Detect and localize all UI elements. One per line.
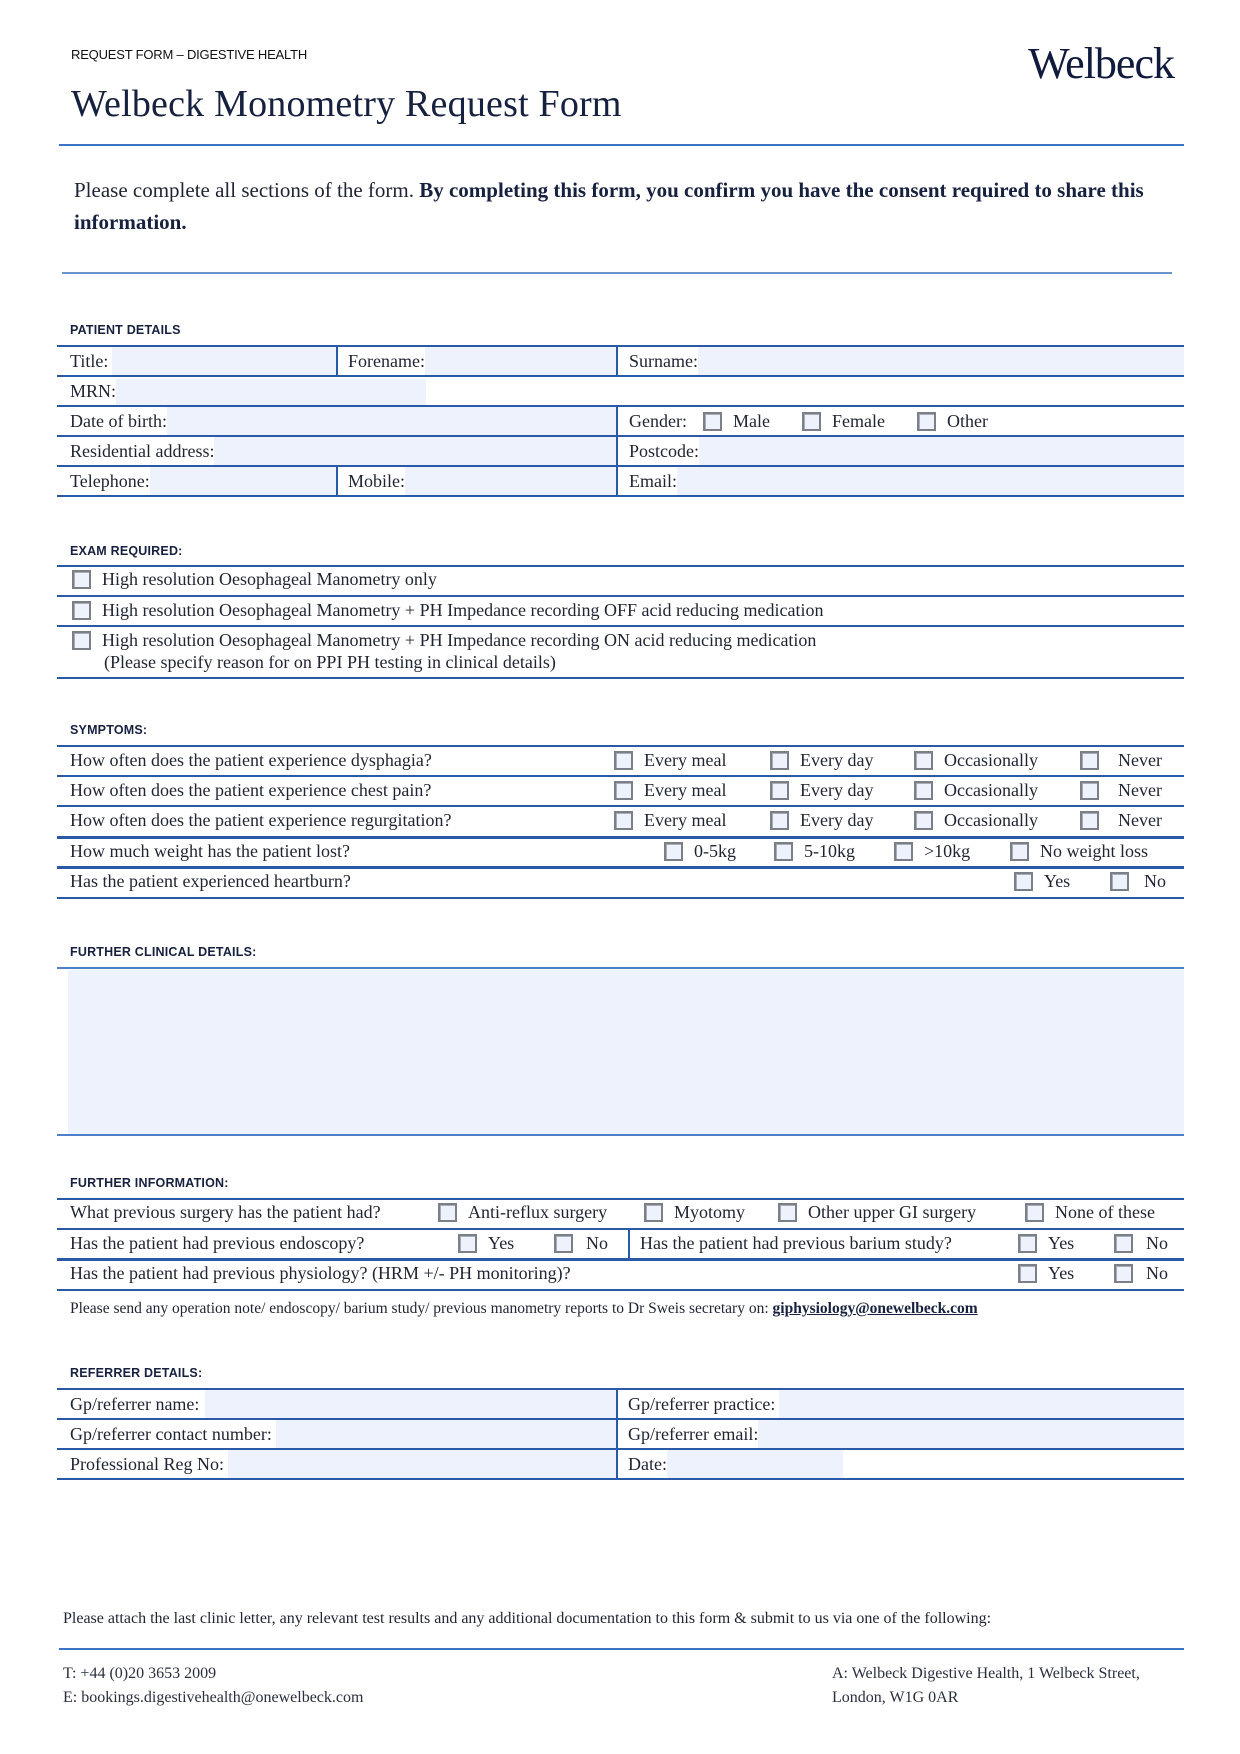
referrer-heading: REFERRER DETAILS: xyxy=(70,1366,203,1380)
exam-option-2-checkbox[interactable] xyxy=(72,601,91,620)
date-label: Date: xyxy=(628,1453,667,1474)
checkbox[interactable] xyxy=(664,842,683,861)
symptoms-divider-3 xyxy=(57,836,1184,839)
referrer-contact-label: Gp/referrer contact number: xyxy=(70,1423,272,1444)
surgery-myotomy[interactable]: Myotomy xyxy=(644,1202,778,1223)
gender-other-option[interactable]: Other xyxy=(917,411,988,432)
reg-no-label: Professional Reg No: xyxy=(70,1453,224,1474)
dysphagia-every-meal[interactable]: Every meal xyxy=(614,750,770,771)
barium-options xyxy=(1018,1233,1168,1258)
weight-question: How much weight has the patient lost? xyxy=(70,841,350,861)
footer-contact xyxy=(63,1662,363,1710)
postcode-field[interactable] xyxy=(699,437,1184,465)
checkbox[interactable] xyxy=(1080,811,1099,830)
date-field[interactable] xyxy=(667,1450,843,1478)
reports-note: Please send any operation note/ endoscopy/ barium study/ previous manometry reports to Dr Sweis secretary on: giphysiology@onewelbeck.com xyxy=(70,1300,978,1317)
further-info-heading: FURTHER INFORMATION: xyxy=(70,1176,229,1190)
endoscopy-yes[interactable]: Yes xyxy=(458,1233,554,1254)
checkbox[interactable] xyxy=(458,1234,477,1253)
intro-divider xyxy=(62,272,1172,274)
symptoms-divider-bottom xyxy=(57,897,1184,899)
checkbox[interactable] xyxy=(1010,842,1029,861)
mobile-label: Mobile: xyxy=(348,470,405,491)
checkbox[interactable] xyxy=(614,751,633,770)
barium-yes[interactable]: Yes xyxy=(1018,1233,1114,1254)
referrer-name-label: Gp/referrer name: xyxy=(70,1393,200,1414)
dob-label: Date of birth: xyxy=(70,410,167,431)
email-label: Email: xyxy=(629,470,677,491)
symptoms-divider-top xyxy=(57,745,1184,747)
checkbox[interactable] xyxy=(644,1203,663,1222)
mrn-field[interactable] xyxy=(116,379,426,405)
heartburn-question: Has the patient experienced heartburn? xyxy=(70,871,351,891)
postcode-label: Postcode: xyxy=(629,440,699,461)
telephone-field[interactable] xyxy=(150,467,336,495)
footer-phone: T: +44 (0)20 3653 2009 xyxy=(63,1665,217,1682)
regurgitation-every-day[interactable]: Every day xyxy=(770,810,914,831)
heartburn-yes[interactable]: Yes xyxy=(1014,871,1110,892)
referrer-practice-label: Gp/referrer practice: xyxy=(628,1393,776,1414)
surgery-none[interactable]: None of these xyxy=(1025,1202,1155,1223)
intro-text xyxy=(74,174,1174,238)
gender-male-option[interactable]: Male xyxy=(703,411,770,432)
address-label: Residential address: xyxy=(70,440,215,461)
endoscopy-options xyxy=(458,1233,608,1258)
further-info-divider-top xyxy=(57,1198,1184,1200)
title-label: Title: xyxy=(70,350,109,371)
checkbox[interactable] xyxy=(438,1203,457,1222)
forename-field[interactable] xyxy=(425,347,616,375)
gender-female-option[interactable]: Female xyxy=(802,411,885,432)
dysphagia-question: How often does the patient experience dysphagia? xyxy=(70,750,432,770)
checkbox[interactable] xyxy=(1014,872,1033,891)
endoscopy-no[interactable]: No xyxy=(554,1233,608,1254)
footer-divider xyxy=(59,1648,1184,1650)
checkbox[interactable] xyxy=(614,781,633,800)
referrer-name-field[interactable] xyxy=(205,1390,616,1418)
weight-0-5kg[interactable]: 0-5kg xyxy=(664,841,774,862)
chest-pain-options xyxy=(614,780,1162,805)
checkbox[interactable] xyxy=(770,751,789,770)
gender-male-checkbox[interactable] xyxy=(703,412,722,431)
checkbox[interactable] xyxy=(554,1234,573,1253)
checkbox[interactable] xyxy=(894,842,913,861)
reg-no-field[interactable] xyxy=(228,1450,616,1478)
footer-email[interactable]: E: bookings.digestivehealth@onewelbeck.com xyxy=(63,1689,364,1706)
exam-divider-bottom xyxy=(57,677,1184,679)
regurgitation-every-meal[interactable]: Every meal xyxy=(614,810,770,831)
physiology-no[interactable]: No xyxy=(1114,1263,1168,1284)
surname-label: Surname: xyxy=(629,350,698,371)
dysphagia-occasionally[interactable]: Occasionally xyxy=(914,750,1080,771)
checkbox[interactable] xyxy=(1110,872,1129,891)
checkbox[interactable] xyxy=(778,1203,797,1222)
forename-label: Forename: xyxy=(348,350,425,371)
chest-pain-never[interactable]: Never xyxy=(1080,780,1162,801)
intro-plain: Please complete all sections of the form. xyxy=(74,178,420,202)
exam-option-1[interactable]: High resolution Oesophageal Manometry only xyxy=(72,569,437,594)
welbeck-logo: Welbeck xyxy=(1028,39,1174,88)
exam-option-1-checkbox[interactable] xyxy=(72,570,91,589)
exam-option-3-checkbox[interactable] xyxy=(72,631,91,650)
telephone-label: Telephone: xyxy=(70,470,150,491)
checkbox[interactable] xyxy=(774,842,793,861)
clinical-divider-bottom xyxy=(57,1134,1184,1136)
checkbox[interactable] xyxy=(1114,1234,1133,1253)
symptoms-divider-2 xyxy=(57,805,1184,807)
checkbox[interactable] xyxy=(1025,1203,1044,1222)
barium-no[interactable]: No xyxy=(1114,1233,1168,1254)
weight-over-10kg[interactable]: >10kg xyxy=(894,841,1010,862)
checkbox[interactable] xyxy=(914,781,933,800)
gender-female-checkbox[interactable] xyxy=(802,412,821,431)
clinical-divider-top xyxy=(57,967,1184,969)
regurgitation-occasionally[interactable]: Occasionally xyxy=(914,810,1080,831)
physiology-yes[interactable]: Yes xyxy=(1018,1263,1114,1284)
address-field[interactable] xyxy=(214,437,616,465)
surgery-anti-reflux[interactable]: Anti-reflux surgery xyxy=(438,1202,644,1223)
gender-label: Gender: xyxy=(629,410,687,431)
patient-details-table xyxy=(57,345,1184,497)
checkbox[interactable] xyxy=(1080,751,1099,770)
chest-pain-every-meal[interactable]: Every meal xyxy=(614,780,770,801)
checkbox[interactable] xyxy=(914,751,933,770)
referrer-email-field[interactable] xyxy=(758,1420,1184,1448)
dysphagia-options xyxy=(614,750,1162,775)
exam-required-heading: EXAM REQUIRED: xyxy=(70,544,183,558)
footer-address: A: Welbeck Digestive Health, 1 Welbeck Street, London, W1G 0AR xyxy=(832,1665,1140,1706)
exam-divider-1 xyxy=(57,595,1184,597)
checkbox[interactable] xyxy=(914,811,933,830)
regurgitation-options xyxy=(614,810,1162,835)
symptoms-divider-1 xyxy=(57,775,1184,777)
referrer-practice-field[interactable] xyxy=(779,1390,1184,1418)
checkbox[interactable] xyxy=(1080,781,1099,800)
symptoms-divider-4 xyxy=(57,866,1184,869)
exam-divider-2 xyxy=(57,625,1184,627)
weight-options xyxy=(664,841,1148,866)
weight-5-10kg[interactable]: 5-10kg xyxy=(774,841,894,862)
checkbox[interactable] xyxy=(1018,1264,1037,1283)
surgery-question: What previous surgery has the patient had? xyxy=(70,1202,381,1222)
form-kicker: REQUEST FORM – DIGESTIVE HEALTH xyxy=(71,47,308,62)
title-field[interactable] xyxy=(112,347,336,375)
further-info-vdivider xyxy=(628,1229,630,1258)
exam-divider-top xyxy=(57,565,1184,567)
patient-details-heading: PATIENT DETAILS xyxy=(70,323,181,337)
surgery-options xyxy=(438,1202,1155,1227)
exam-option-3[interactable]: High resolution Oesophageal Manometry + PH Impedance recording ON acid reducing medication xyxy=(72,630,816,655)
referrer-table xyxy=(57,1388,1184,1480)
exam-option-3-note: (Please specify reason for on PPI PH testing in clinical details) xyxy=(104,652,556,672)
page-title: Welbeck Monometry Request Form xyxy=(71,83,622,125)
barium-question: Has the patient had previous barium study? xyxy=(640,1233,952,1253)
footer-instruction: Please attach the last clinic letter, any relevant test results and any additional documentation to this form & submit to us via one of the following: xyxy=(63,1610,992,1627)
endoscopy-question: Has the patient had previous endoscopy? xyxy=(70,1233,365,1253)
clinical-details-textarea[interactable] xyxy=(68,970,1184,1134)
further-info-divider-bottom xyxy=(57,1289,1184,1291)
mrn-label: MRN: xyxy=(70,380,117,401)
chest-pain-occasionally[interactable]: Occasionally xyxy=(914,780,1080,801)
heartburn-no[interactable]: No xyxy=(1110,871,1166,892)
clinical-details-heading: FURTHER CLINICAL DETAILS: xyxy=(70,945,257,959)
symptoms-heading: SYMPTOMS: xyxy=(70,723,148,737)
referrer-email-label: Gp/referrer email: xyxy=(628,1423,759,1444)
exam-option-2[interactable]: High resolution Oesophageal Manometry + PH Impedance recording OFF acid reducing medication xyxy=(72,600,823,625)
referrer-contact-field[interactable] xyxy=(276,1420,616,1448)
physiology-question: Has the patient had previous physiology? (HRM +/- PH monitoring)? xyxy=(70,1263,571,1283)
mobile-field[interactable] xyxy=(405,467,616,495)
physiology-options xyxy=(1018,1263,1168,1288)
dob-field[interactable] xyxy=(167,407,616,435)
chest-pain-question: How often does the patient experience chest pain? xyxy=(70,780,432,800)
further-info-divider-2 xyxy=(57,1258,1184,1261)
checkbox[interactable] xyxy=(770,811,789,830)
checkbox[interactable] xyxy=(1018,1234,1037,1253)
dysphagia-never[interactable]: Never xyxy=(1080,750,1162,771)
checkbox[interactable] xyxy=(770,781,789,800)
secretary-email-link[interactable]: giphysiology@onewelbeck.com xyxy=(772,1300,978,1317)
checkbox[interactable] xyxy=(614,811,633,830)
surgery-other-upper-gi[interactable]: Other upper GI surgery xyxy=(778,1202,1025,1223)
email-field[interactable] xyxy=(677,467,1184,495)
weight-no-loss[interactable]: No weight loss xyxy=(1010,841,1148,862)
dysphagia-every-day[interactable]: Every day xyxy=(770,750,914,771)
checkbox[interactable] xyxy=(1114,1264,1133,1283)
regurgitation-never[interactable]: Never xyxy=(1080,810,1162,831)
further-info-divider-1 xyxy=(57,1228,1184,1230)
surname-field[interactable] xyxy=(698,347,1184,375)
header-divider xyxy=(59,144,1184,146)
heartburn-options xyxy=(1014,871,1166,896)
chest-pain-every-day[interactable]: Every day xyxy=(770,780,914,801)
intro-consent: By completing this form, you confirm you have the consent required to share this information. xyxy=(74,178,1144,234)
gender-other-checkbox[interactable] xyxy=(917,412,936,431)
regurgitation-question: How often does the patient experience regurgitation? xyxy=(70,810,452,830)
